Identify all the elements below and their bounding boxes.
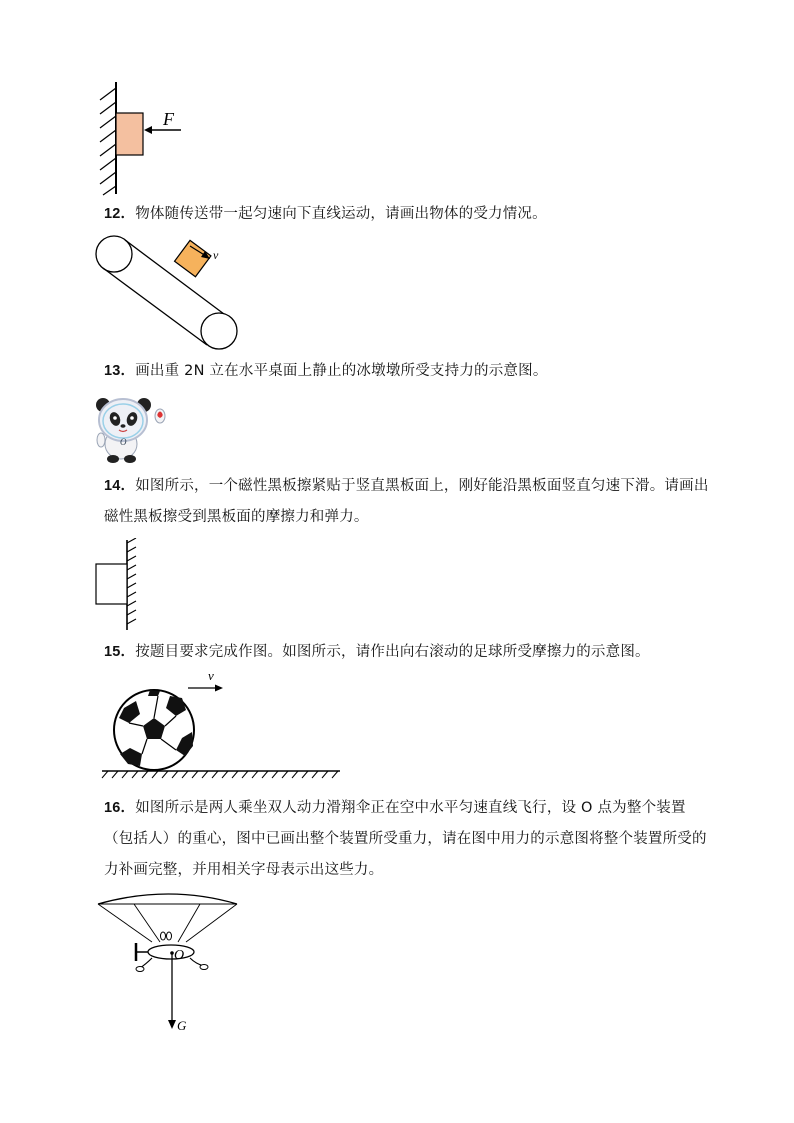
force-label: F	[163, 109, 174, 129]
football	[114, 690, 194, 770]
question-12	[104, 199, 714, 230]
mascot-logo-letter: O	[120, 437, 127, 447]
figure-eraser-on-board	[92, 538, 142, 632]
board-hatching	[127, 538, 136, 624]
question-16	[104, 793, 714, 886]
figure-rolling-football	[100, 668, 345, 780]
question-number: 13．	[104, 363, 136, 379]
question-text: 如图所示，一个磁性黑板擦紧贴于竖直黑板面上，刚好能沿黑板面竖直匀速下滑。请画出磁性黑板擦受到黑板面的摩擦力和弹力。	[104, 478, 709, 525]
gravity-arrowhead	[168, 1020, 176, 1029]
figure-conveyor-belt	[92, 232, 252, 354]
figure-paraglider	[94, 892, 244, 1037]
velocity-label: v	[208, 668, 214, 683]
eraser	[96, 564, 127, 604]
question-text: 按题目要求完成作图。如图所示，请作出向右滚动的足球所受摩擦力的示意图。	[135, 644, 650, 660]
question-number: 12．	[104, 206, 136, 222]
question-number: 14．	[104, 478, 136, 494]
canopy	[98, 894, 237, 904]
force-arrowhead	[144, 126, 152, 134]
riders	[161, 932, 172, 940]
wall-hatching	[100, 88, 116, 195]
box-on-belt	[175, 240, 211, 276]
center-label: O	[174, 948, 185, 963]
figure-block-wall	[95, 82, 195, 197]
question-text: 物体随传送带一起匀速向下直线运动，请画出物体的受力情况。	[135, 206, 547, 222]
question-number: 16．	[104, 800, 136, 816]
question-number: 15．	[104, 644, 136, 660]
question-14	[104, 471, 714, 533]
figure-bing-dwen-dwen	[92, 394, 172, 464]
question-13	[104, 356, 714, 387]
ground-hatching	[102, 771, 338, 778]
question-text: 画出重 2N 立在水平桌面上静止的冰墩墩所受支持力的示意图。	[135, 363, 548, 379]
lower-roller	[201, 313, 237, 349]
gravity-label: G	[177, 1018, 187, 1033]
velocity-label: v	[213, 248, 219, 262]
question-15	[104, 637, 714, 668]
question-text: 如图所示是两人乘坐双人动力滑翔伞正在空中水平匀速直线飞行，设 O 点为整个装置（包括人）的重心，图中已画出整个装置所受重力，请在图中用力的示意图将整个装置所受的力补画完整，并用相关字母表示出这些力。	[104, 800, 707, 878]
block	[116, 113, 143, 155]
velocity-arrowhead	[215, 685, 223, 692]
